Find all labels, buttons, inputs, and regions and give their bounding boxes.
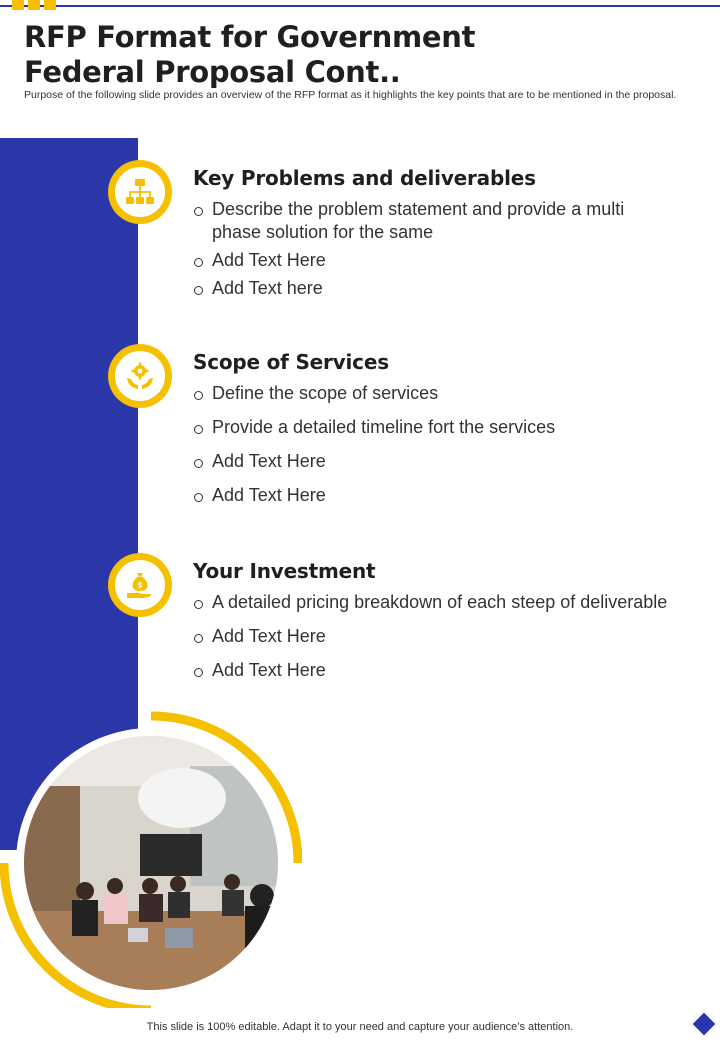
section-heading: Scope of Services bbox=[193, 350, 389, 374]
office-meeting-photo bbox=[0, 706, 302, 1008]
title-line-2: Federal Proposal Cont.. bbox=[24, 55, 401, 89]
section-icon-circle-3 bbox=[108, 553, 172, 617]
hierarchy-icon bbox=[124, 176, 156, 208]
section-your-investment bbox=[193, 559, 703, 693]
section-icon-circle-2 bbox=[108, 344, 172, 408]
top-accent-blocks bbox=[12, 0, 56, 10]
bullet-item: Add Text Here bbox=[193, 249, 703, 272]
title-line-1: RFP Format for Government bbox=[24, 20, 476, 54]
section-heading: Key Problems and deliverables bbox=[193, 166, 536, 190]
section-heading: Your Investment bbox=[193, 559, 376, 583]
footer-note: This slide is 100% editable. Adapt it to your need and capture your audience’s attention. bbox=[146, 1021, 574, 1033]
bullet-item: Add Text Here bbox=[193, 484, 703, 507]
section-scope-of-services bbox=[193, 350, 703, 518]
gear-hands-icon bbox=[124, 360, 156, 392]
bullet-item: A detailed pricing breakdown of each steep of deliverable bbox=[193, 591, 703, 614]
bullet-item: Add Text Here bbox=[193, 625, 703, 648]
bullet-item: Add Text Here bbox=[193, 450, 703, 473]
money-bag-hand-icon bbox=[124, 569, 156, 601]
bullet-item: Provide a detailed timeline fort the services bbox=[193, 416, 703, 439]
svg-text:$: $ bbox=[137, 580, 143, 590]
bullet-list bbox=[193, 591, 703, 682]
section-key-problems bbox=[193, 166, 703, 305]
bullet-item: Describe the problem statement and provide a multi phase solution for the same bbox=[193, 198, 652, 244]
bullet-item: Add Text here bbox=[193, 277, 703, 300]
page-title bbox=[24, 20, 544, 90]
bullet-item: Define the scope of services bbox=[193, 382, 703, 405]
bullet-item: Add Text Here bbox=[193, 659, 703, 682]
bullet-list bbox=[193, 382, 703, 507]
photo-frame bbox=[0, 706, 302, 1008]
top-rule bbox=[0, 5, 720, 7]
page-subtitle: Purpose of the following slide provides an overview of the RFP format as it highlights the key points that are to be mentioned in the proposal. bbox=[24, 89, 677, 101]
section-icon-circle-1 bbox=[108, 160, 172, 224]
bullet-list bbox=[193, 198, 703, 300]
